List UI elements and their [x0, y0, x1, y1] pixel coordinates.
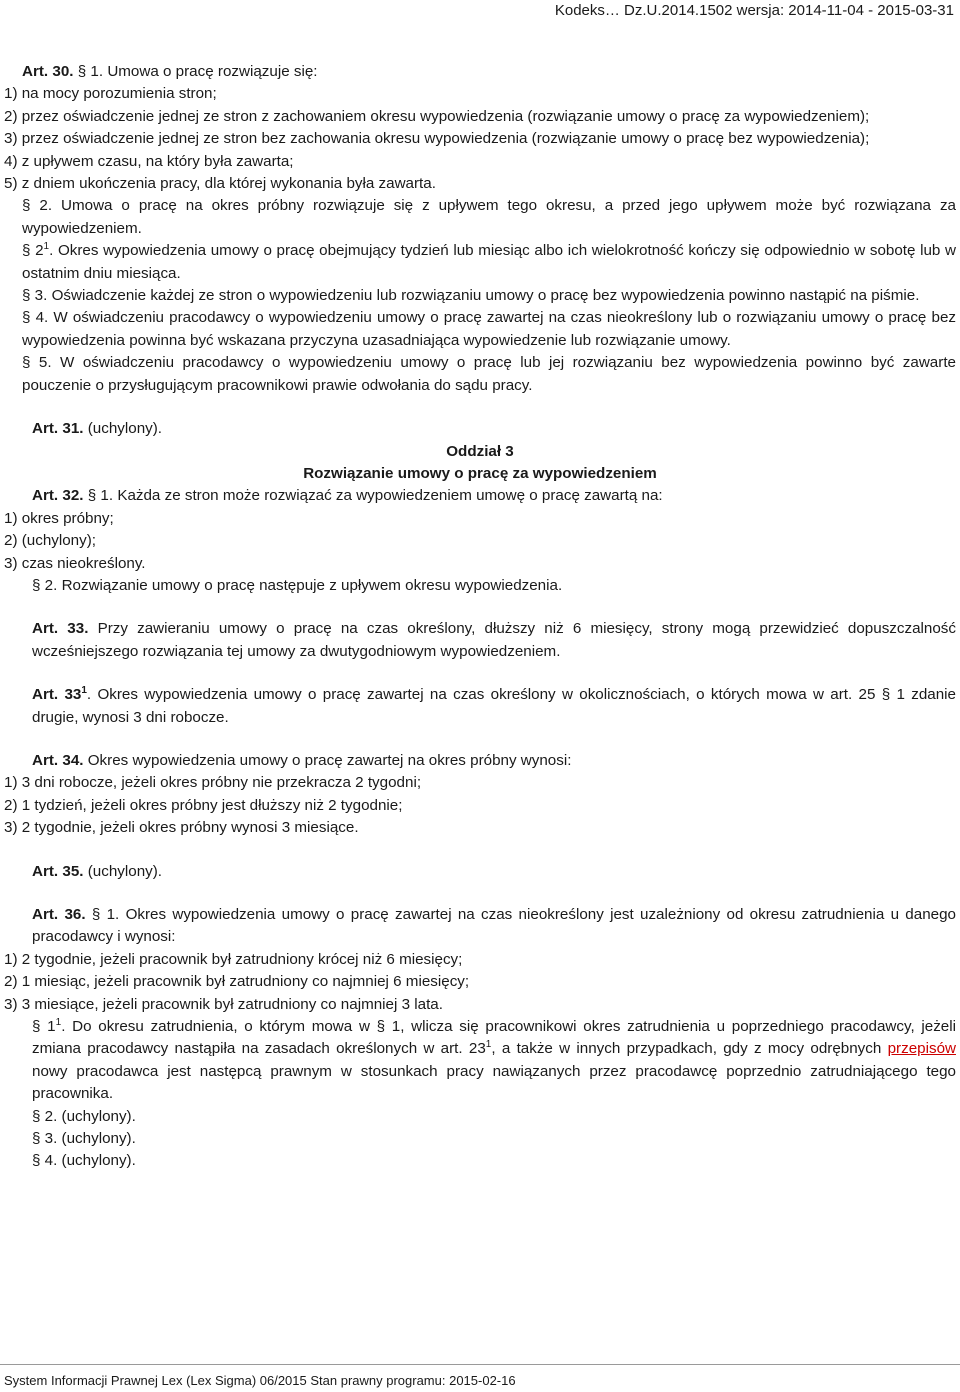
art31-text: (uchylony). [87, 420, 163, 438]
art33-text: Przy zawieraniu umowy o pracę na czas określony, dłuższy niż 6 miesięcy, strony mogą przewidzieć dopuszczalność wcześniejszego rozwiązania tej umowy za dwutygodniowym wypowiedzeniem. [32, 620, 956, 660]
footer-divider [0, 1364, 960, 1365]
art36-p11-sup2: 1 [485, 1039, 492, 1051]
art30-p3-text: Oświadczenie każdej ze stron o wypowiedzeniu lub rozwiązaniu umowy o pracę bez wypowiedzenia powinno nastąpić na piśmie. [51, 287, 920, 305]
art30-item-3: 3) przez oświadczenie jednej ze stron bez zachowania okresu wypowiedzenia (rozwiązanie umowy o pracę bez wypowiedzenia); [4, 130, 870, 148]
art33-1-text: . Okres wypowiedzenia umowy o pracę zawartej na czas określony w okolicznościach, o których mowa w art. 25 § 1 zdanie drugie, wynosi 3 dni robocze. [32, 686, 956, 726]
art32-p2-number: § 2. [32, 576, 58, 594]
art36-p11-number: § 1 [32, 1018, 56, 1036]
art30-item-5: 5) z dniem ukończenia pracy, dla której wykonania była zawarta. [4, 175, 436, 193]
art34 [4, 750, 956, 772]
art36-number: Art. 36. [32, 906, 86, 923]
art35 [4, 861, 956, 883]
art31 [4, 418, 956, 440]
art30-p21-number: § 2 [22, 242, 44, 260]
art34-item-3: 3) 2 tygodnie, jeżeli okres próbny wynosi 3 miesiące. [4, 819, 359, 837]
art36-p1-number: § 1. [91, 906, 120, 923]
art30-p3-number: § 3. [22, 287, 48, 305]
document-header: Kodeks… Dz.U.2014.1502 wersja: 2014-11-04 - 2015-03-31 [554, 2, 954, 19]
art32-number: Art. 32. [32, 487, 84, 505]
art30-p1-number: § 1. [77, 63, 104, 80]
art30-p21-sup: 1 [43, 241, 50, 253]
art30-p5-number: § 5. [22, 354, 52, 372]
art31-number: Art. 31. [32, 420, 84, 438]
art30-p3 [4, 285, 956, 307]
art32-item-2: 2) (uchylony); [4, 532, 97, 550]
art33-1 [4, 684, 956, 729]
art36-p11-text-c: nowy pracodawca jest następcą prawnym w stosunkach pracy nawiązanych przez pracodawcę poprzednio zatrudniającego tego pracownika. [32, 1062, 956, 1103]
art30-p2 [4, 195, 956, 240]
art33-number: Art. 33. [32, 620, 89, 638]
art32-p2 [4, 575, 956, 597]
art30-p2-number: § 2. [22, 197, 53, 215]
section-title: Rozwiązanie umowy o pracę za wypowiedzeniem [303, 464, 657, 482]
art30-p4-number: § 4. [22, 309, 49, 327]
art36-p11-text-a: . Do okresu zatrudnienia, o którym mowa w § 1, wlicza się pracownikowi okres zatrudnienia u poprzedniego pracodawcy, jeżeli zmiana pracodawcy nastąpiła na zasadach określonych w art. 23 [32, 1018, 956, 1058]
art36-item-3: 3) 3 miesiące, jeżeli pracownik był zatrudniony co najmniej 3 lata. [4, 995, 443, 1013]
art36-p3: § 3. (uchylony). [32, 1130, 136, 1148]
przepisow-link[interactable]: przepisów [887, 1040, 956, 1058]
document-body [4, 61, 956, 1173]
art30-item-1: 1) na mocy porozumienia stron; [4, 85, 217, 103]
art36-p1 [4, 904, 956, 949]
art35-text: (uchylony). [87, 862, 163, 880]
art36-p2: § 2. (uchylony). [32, 1107, 136, 1125]
art30-item-2: 2) przez oświadczenie jednej ze stron z zachowaniem okresu wypowiedzenia (rozwiązanie umowy o pracę za wypowiedzeniem); [4, 107, 870, 125]
art33-1-sup: 1 [81, 685, 87, 697]
art30-p4 [4, 307, 956, 352]
art32-item-1: 1) okres próbny; [4, 509, 114, 527]
art35-number: Art. 35. [32, 862, 84, 880]
art32-item-3: 3) czas nieokreślony. [4, 554, 146, 572]
art36-p11-text-b: , a także w innych przypadkach, gdy z mocy odrębnych [491, 1040, 882, 1058]
document-footer: System Informacji Prawnej Lex (Lex Sigma) 06/2015 Stan prawny programu: 2015-02-16 [4, 1373, 516, 1388]
art32-p2-text: Rozwiązanie umowy o pracę następuje z upływem okresu wypowiedzenia. [61, 576, 563, 594]
art34-number: Art. 34. [32, 751, 84, 769]
art30-p1 [4, 61, 956, 83]
art32-p1 [4, 485, 956, 507]
art30-p4-text: W oświadczeniu pracodawcy o wypowiedzeniu umowy o pracę zawartej na czas nieokreślony lub o rozwiązaniu umowy o pracę bez wypowiedzenia powinna być wskazana przyczyna uzasadniająca wypowiedzenie lub rozwiązanie umowy. [22, 309, 956, 349]
art34-item-1: 1) 3 dni robocze, jeżeli okres próbny nie przekracza 2 tygodni; [4, 774, 422, 792]
art33-1-number: Art. 33 [32, 686, 82, 704]
section-heading: Oddział 3 [446, 442, 514, 460]
art32-p1-number: § 1. [87, 487, 114, 505]
art36-p1-text: Okres wypowiedzenia umowy o pracę zawartej na czas nieokreślony jest uzależniony od okresu zatrudnienia u danego pracodawcy i wynosi: [32, 906, 956, 946]
art34-text: Okres wypowiedzenia umowy o pracę zawartej na okres próbny wynosi: [87, 751, 572, 769]
art30-p5-text: W oświadczeniu pracodawcy o wypowiedzeniu umowy o pracę lub jej rozwiązaniu bez wypowiedzenia powinno być zawarte pouczenie o przysługującym pracownikowi prawie odwołania do sądu pracy. [22, 354, 956, 394]
art30-p21-text: Okres wypowiedzenia umowy o pracę obejmujący tydzień lub miesiąc albo ich wielokrotność kończy się odpowiednio w sobotę lub w ostatnim dniu miesiąca. [22, 242, 956, 282]
art30-p2-text: Umowa o pracę na okres próbny rozwiązuje się z upływem tego okresu, a przed jego upływem może być rozwiązana za wypowiedzeniem. [22, 197, 956, 237]
art30-item-4: 4) z upływem czasu, na który była zawarta; [4, 152, 294, 170]
art30-p5 [4, 352, 956, 397]
art33 [4, 618, 956, 663]
art36-p11 [4, 1016, 956, 1106]
art34-item-2: 2) 1 tydzień, jeżeli okres próbny jest dłuższy niż 2 tygodnie; [4, 796, 403, 814]
art36-p4: § 4. (uchylony). [32, 1152, 136, 1170]
art36-p11-sup: 1 [55, 1017, 62, 1029]
art32-p1-text: Każda ze stron może rozwiązać za wypowiedzeniem umowę o pracę zawartą na: [117, 487, 663, 505]
art36-item-1: 1) 2 tygodnie, jeżeli pracownik był zatrudniony krócej niż 6 miesięcy; [4, 950, 463, 968]
art36-item-2: 2) 1 miesiąc, jeżeli pracownik był zatrudniony co najmniej 6 miesięcy; [4, 973, 470, 991]
art30-p1-text: Umowa o pracę rozwiązuje się: [107, 63, 318, 80]
art30-number: Art. 30. [22, 63, 74, 80]
art30-p21: § $2^1$. Okres wypowiedzenia umowy o pracę obejmujący tydzień lub miesiąc albo ich wielokrotność kończy się odpowiednio w sobotę lub w ostatnim dniu miesiąca. [22, 241, 956, 282]
